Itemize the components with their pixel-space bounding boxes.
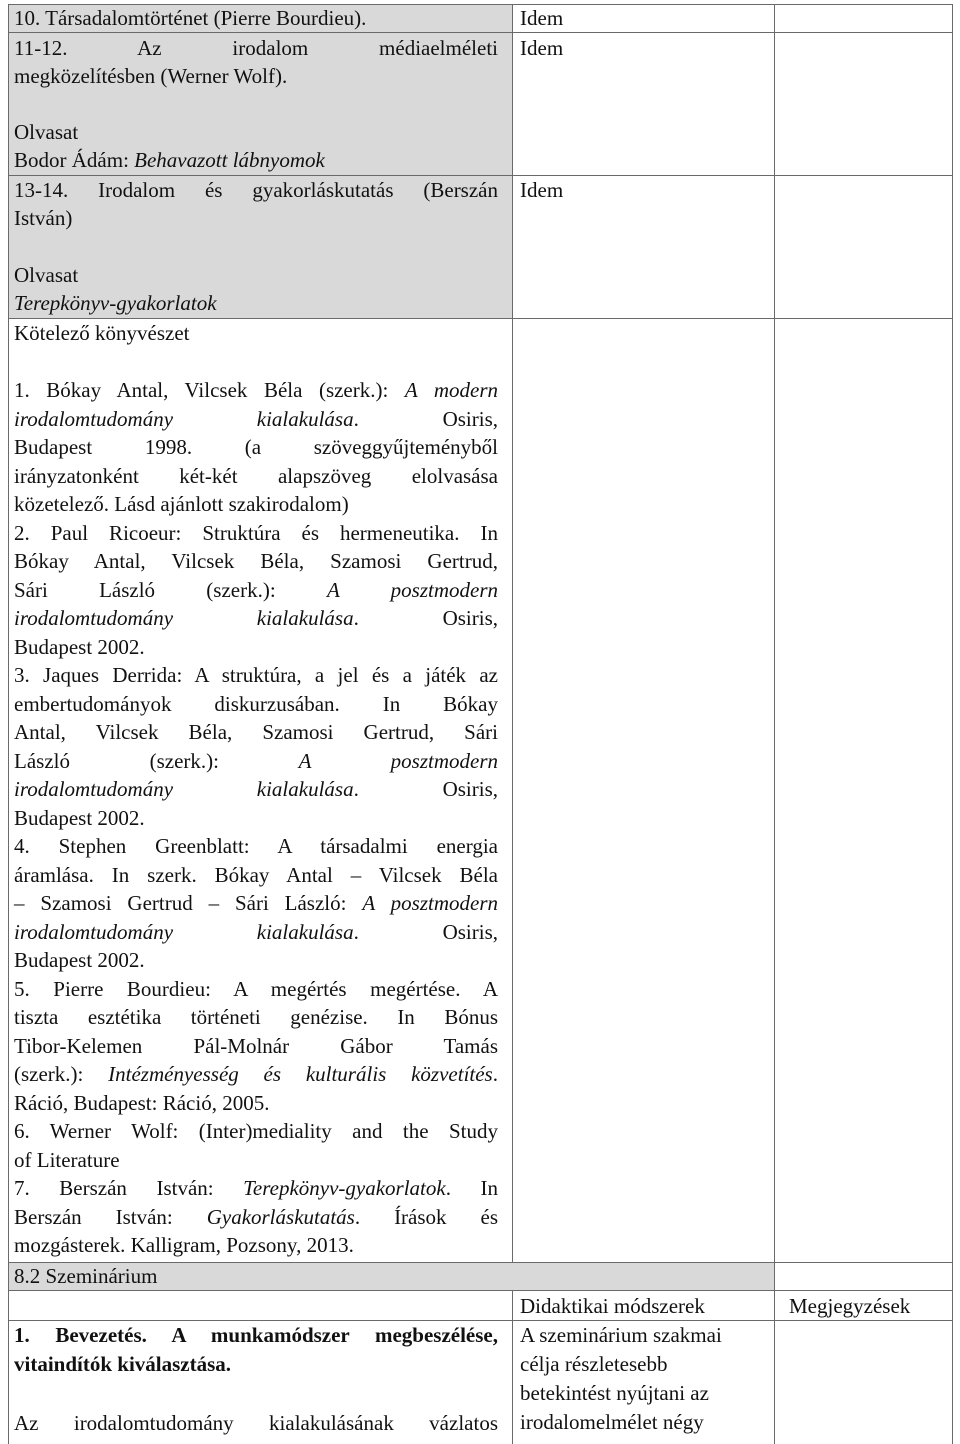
bibliography-line: of Literature bbox=[14, 1147, 120, 1172]
bibliography-line: Budapest 2002. bbox=[14, 634, 145, 659]
bibliography-line: 6. Werner Wolf: (Inter)mediality and the Study bbox=[14, 1119, 498, 1143]
bibliography-line: (szerk.): Intézményesség és kulturális közvetítés. bbox=[14, 1062, 498, 1086]
grid-line bbox=[952, 4, 953, 1444]
methods-line: célja részletesebb bbox=[520, 1352, 668, 1376]
bibliography-line: áramlása. In szerk. Bókay Antal – Vilcsek Béla bbox=[14, 862, 498, 887]
seminar-heading: 8.2 Szeminárium bbox=[14, 1264, 158, 1288]
bibliography-line: irodalomtudomány kialakulása. Osiris, bbox=[14, 406, 498, 431]
grid-line bbox=[8, 1290, 953, 1291]
topic-row-13-line1: 13-14. Irodalom és gyakorláskutatás (Berszán bbox=[14, 178, 498, 202]
topic-row-13-line2: István) bbox=[14, 206, 73, 230]
topic-row-11-line2: megközelítésben (Werner Wolf). bbox=[14, 64, 288, 88]
methods-line: A szeminárium szakmai bbox=[520, 1323, 722, 1347]
column-header-methods: Didaktikai módszerek bbox=[520, 1294, 705, 1318]
grid-line bbox=[512, 4, 513, 1262]
bibliography-line: Budapest 2002. bbox=[14, 805, 145, 830]
bibliography-line: 7. Berszán István: Terepkönyv-gyakorlatok. In bbox=[14, 1176, 499, 1200]
bibliography-line: 5. Pierre Bourdieu: A megértés megértése. A bbox=[14, 976, 498, 1001]
bibliography-line: 1. Bókay Antal, Vilcsek Béla (szerk.): A modern bbox=[14, 378, 498, 402]
bibliography-line: mozgásterek. Kalligram, Pozsony, 2013. bbox=[14, 1233, 354, 1257]
bibliography-line: László (szerk.): A posztmodern bbox=[14, 748, 498, 773]
bibliography-line: – Szamosi Gertrud – Sári László: A posztmodern bbox=[14, 891, 499, 915]
bibliography-line: irányzatonként két-két alapszöveg elolvasása bbox=[14, 463, 498, 488]
bibliography-line: irodalomtudomány kialakulása. Osiris, bbox=[14, 606, 498, 630]
methods-line: betekintést nyújtani az bbox=[520, 1381, 709, 1405]
reading-book: Bodor Ádám: Behavazott lábnyomok bbox=[14, 148, 325, 172]
seminar-item-2-line1: Az irodalomtudomány kialakulásának vázlatos bbox=[14, 1411, 498, 1435]
bibliography-line: 4. Stephen Greenblatt: A társadalmi energia bbox=[14, 834, 498, 858]
method-idem-11: Idem bbox=[520, 36, 564, 60]
reading-label: Olvasat bbox=[14, 263, 79, 287]
method-idem-13: Idem bbox=[520, 178, 564, 202]
bibliography-line: Sári László (szerk.): A posztmodern bbox=[14, 577, 498, 602]
method-idem-10: Idem bbox=[520, 6, 564, 30]
bibliography-line: 3. Jaques Derrida: A struktúra, a jel és a játék az bbox=[14, 663, 498, 687]
bibliography-line: Budapest 2002. bbox=[14, 948, 145, 972]
topic-row-10: 10. Társadalomtörténet (Pierre Bourdieu). bbox=[14, 6, 367, 30]
bibliography-heading: Kötelező könyvészet bbox=[14, 321, 190, 345]
grid-line bbox=[512, 1290, 513, 1444]
reading-label: Olvasat bbox=[14, 120, 79, 144]
seminar-item-1-line2: vitaindítók kiválasztása. bbox=[14, 1352, 232, 1376]
bibliography-line: Ráció, Budapest: Ráció, 2005. bbox=[14, 1090, 270, 1115]
bibliography-line: Antal, Vilcsek Béla, Szamosi Gertrud, Sári bbox=[14, 720, 498, 744]
methods-line: irodalomelmélet négy bbox=[520, 1410, 704, 1434]
bibliography-line: Tibor-Kelemen Pál-Molnár Gábor Tamás bbox=[14, 1033, 498, 1058]
column-header-notes: Megjegyzések bbox=[789, 1294, 911, 1318]
grid-line bbox=[774, 4, 775, 1444]
seminar-item-1-line1: 1. Bevezetés. A munkamódszer megbeszélése, bbox=[14, 1323, 498, 1347]
grid-line bbox=[8, 4, 9, 1444]
bibliography-line: tiszta esztétika történeti genézise. In Bónus bbox=[14, 1005, 498, 1029]
reading-book: Terepkönyv-gyakorlatok bbox=[14, 291, 217, 315]
bibliography-line: Berszán István: Gyakorláskutatás. Írások és bbox=[14, 1204, 498, 1229]
bibliography-line: Bókay Antal, Vilcsek Béla, Szamosi Gertrud, bbox=[14, 549, 498, 573]
bibliography-line: irodalomtudomány kialakulása. Osiris, bbox=[14, 919, 498, 944]
bibliography-line: közetelező. Lásd ajánlott szakirodalom) bbox=[14, 492, 349, 516]
bibliography-line: 2. Paul Ricoeur: Struktúra és hermeneutika. In bbox=[14, 520, 498, 545]
bibliography-line: Budapest 1998. (a szöveggyűjteményből bbox=[14, 435, 498, 459]
bibliography-line: embertudományok diskurzusában. In Bókay bbox=[14, 691, 498, 716]
bibliography-line: irodalomtudomány kialakulása. Osiris, bbox=[14, 777, 498, 801]
grid-line bbox=[8, 32, 953, 33]
topic-row-11-line1: 11-12. Az irodalom médiaelméleti bbox=[14, 36, 498, 60]
